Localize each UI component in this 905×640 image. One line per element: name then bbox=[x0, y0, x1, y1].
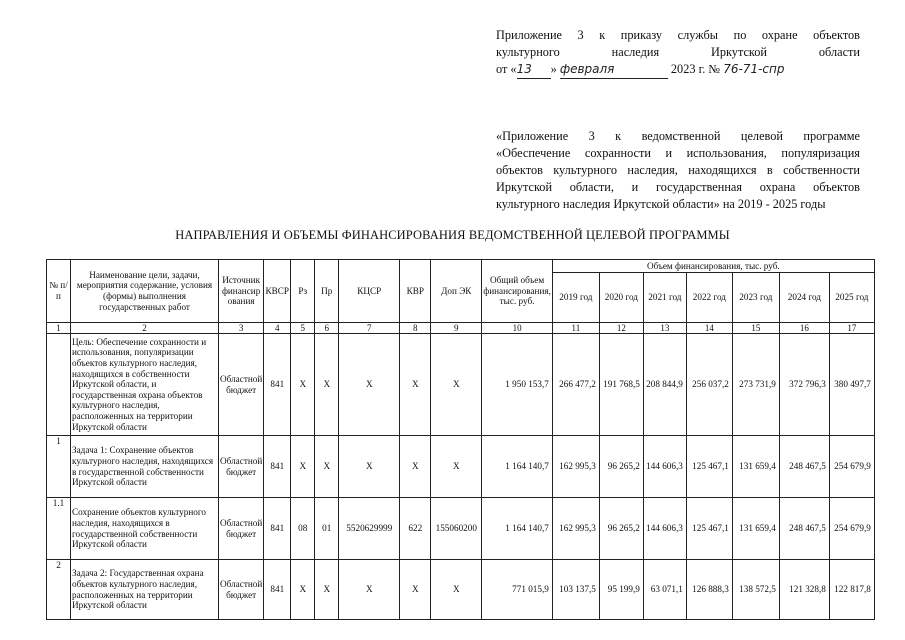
header-word: использования, bbox=[686, 146, 767, 160]
row-rz: 08 bbox=[291, 498, 315, 560]
row-year-value: 273 731,9 bbox=[732, 334, 779, 436]
header-word: целевой bbox=[740, 129, 783, 143]
header-word: объектов bbox=[813, 180, 860, 194]
column-number: 13 bbox=[643, 323, 686, 334]
column-number-row bbox=[47, 323, 875, 334]
row-dopek: Х bbox=[431, 560, 482, 620]
column-number: 14 bbox=[686, 323, 732, 334]
row-source: Областной бюджет bbox=[219, 334, 264, 436]
column-number: 5 bbox=[291, 323, 315, 334]
program-header-line-2 bbox=[496, 145, 860, 162]
header-source: Источник финансирования bbox=[219, 260, 264, 323]
header-kvsr: КВСР bbox=[264, 260, 291, 323]
header-word: ведомственной bbox=[641, 129, 721, 143]
row-year-value: 162 995,3 bbox=[552, 498, 599, 560]
header-word: службы bbox=[677, 28, 719, 42]
row-year-value: 372 796,3 bbox=[779, 334, 829, 436]
row-kvr: Х bbox=[400, 436, 431, 498]
row-kvsr: 841 bbox=[264, 334, 291, 436]
header-num: № п/п bbox=[47, 260, 71, 323]
row-kvr: Х bbox=[400, 334, 431, 436]
row-rz: Х bbox=[291, 436, 315, 498]
column-number: 9 bbox=[431, 323, 482, 334]
header-word: охране bbox=[761, 28, 798, 42]
row-kvr: Х bbox=[400, 560, 431, 620]
header-word: государственная bbox=[655, 180, 743, 194]
column-number: 4 bbox=[264, 323, 291, 334]
row-year-value: 144 606,3 bbox=[643, 498, 686, 560]
row-source: Областной бюджет bbox=[219, 560, 264, 620]
order-header bbox=[496, 27, 860, 79]
program-header-line-3 bbox=[496, 162, 860, 179]
header-word: популяризация bbox=[781, 146, 860, 160]
row-year-value: 131 659,4 bbox=[732, 498, 779, 560]
table-header-row-1 bbox=[47, 260, 875, 273]
header-pr: Пр bbox=[315, 260, 339, 323]
header-word: и bbox=[665, 146, 673, 160]
order-month: февраля bbox=[560, 61, 668, 79]
column-number: 17 bbox=[829, 323, 874, 334]
order-header-line-3 bbox=[496, 61, 860, 79]
header-word: объектов bbox=[496, 163, 543, 177]
row-total: 1 164 140,7 bbox=[482, 436, 553, 498]
row-year-value: 191 768,5 bbox=[599, 334, 643, 436]
row-pr: 01 bbox=[315, 498, 339, 560]
row-year-value: 122 817,8 bbox=[829, 560, 874, 620]
header-word: культурного bbox=[553, 163, 618, 177]
row-num bbox=[47, 334, 71, 436]
header-word: области bbox=[818, 45, 860, 59]
order-year: 2023 г. № bbox=[670, 62, 721, 76]
header-word: 3 bbox=[588, 129, 595, 143]
column-number: 11 bbox=[552, 323, 599, 334]
header-word: приказу bbox=[620, 28, 663, 42]
row-kvsr: 841 bbox=[264, 436, 291, 498]
program-header-line-4 bbox=[496, 179, 860, 196]
row-kcsr: Х bbox=[339, 560, 400, 620]
order-day: 13 bbox=[517, 61, 551, 79]
program-header bbox=[496, 128, 860, 213]
row-year-value: 131 659,4 bbox=[732, 436, 779, 498]
row-kcsr: Х bbox=[339, 334, 400, 436]
row-year-value: 63 071,1 bbox=[643, 560, 686, 620]
column-number: 1 bbox=[47, 323, 71, 334]
header-total: Общий объем финансирования, тыс. руб. bbox=[482, 260, 553, 323]
row-year-value: 121 328,8 bbox=[779, 560, 829, 620]
row-total: 771 015,9 bbox=[482, 560, 553, 620]
header-kvr: КВР bbox=[400, 260, 431, 323]
header-word: «Обеспечение bbox=[496, 146, 571, 160]
row-rz: Х bbox=[291, 334, 315, 436]
row-kcsr: 5520629999 bbox=[339, 498, 400, 560]
header-word: сохранности bbox=[584, 146, 651, 160]
row-num: 1.1 bbox=[47, 498, 71, 560]
row-year-value: 254 679,9 bbox=[829, 436, 874, 498]
column-number: 8 bbox=[400, 323, 431, 334]
column-number: 12 bbox=[599, 323, 643, 334]
header-year: 2020 год bbox=[599, 273, 643, 323]
row-kcsr: Х bbox=[339, 436, 400, 498]
row-name: Цель: Обеспечение сохранности и использования, популяризации объектов культурного наследия, находящихся в собственности Иркутской области, и государственная охрана объектов культурного наследия, расположенных на территории Иркутской области bbox=[71, 334, 219, 436]
row-source: Областной бюджет bbox=[219, 436, 264, 498]
row-name: Задача 1: Сохранение объектов культурного наследия, находящихся в государственной собственности Иркутской области bbox=[71, 436, 219, 498]
header-word: «Приложение bbox=[496, 129, 569, 143]
header-year: 2022 год bbox=[686, 273, 732, 323]
program-header-line-5: культурного наследия Иркутской области» на 2019 - 2025 годы bbox=[496, 197, 826, 211]
header-word: Приложение bbox=[496, 28, 562, 42]
row-source: Областной бюджет bbox=[219, 498, 264, 560]
header-word: к bbox=[599, 28, 606, 42]
header-word: Иркутской bbox=[710, 45, 768, 59]
row-year-value: 96 265,2 bbox=[599, 498, 643, 560]
header-dopek: Доп ЭК bbox=[431, 260, 482, 323]
row-year-value: 254 679,9 bbox=[829, 498, 874, 560]
header-name: Наименование цели, задачи, мероприятия содержание, условия (формы) выполнения государственных работ bbox=[71, 260, 219, 323]
column-number: 3 bbox=[219, 323, 264, 334]
row-year-value: 125 467,1 bbox=[686, 436, 732, 498]
header-word: к bbox=[615, 129, 622, 143]
header-word: собственности bbox=[783, 163, 860, 177]
header-word: 3 bbox=[577, 28, 584, 42]
table-row bbox=[47, 334, 875, 436]
row-year-value: 248 467,5 bbox=[779, 436, 829, 498]
row-name: Задача 2: Государственная охрана объектов культурного наследия, расположенных на территории Иркутской области bbox=[71, 560, 219, 620]
row-dopek: Х bbox=[431, 436, 482, 498]
header-year: 2024 год bbox=[779, 273, 829, 323]
table-row bbox=[47, 498, 875, 560]
row-year-value: 162 995,3 bbox=[552, 436, 599, 498]
row-year-value: 103 137,5 bbox=[552, 560, 599, 620]
header-word: в bbox=[766, 163, 773, 177]
row-pr: Х bbox=[315, 560, 339, 620]
column-number: 10 bbox=[482, 323, 553, 334]
table-body bbox=[47, 334, 875, 620]
header-word: программе bbox=[803, 129, 860, 143]
row-year-value: 126 888,3 bbox=[686, 560, 732, 620]
order-header-line-2 bbox=[496, 44, 860, 61]
header-kcsr: КЦСР bbox=[339, 260, 400, 323]
column-number: 7 bbox=[339, 323, 400, 334]
row-kvsr: 841 bbox=[264, 560, 291, 620]
financing-table bbox=[46, 259, 875, 620]
header-word: находящихся bbox=[688, 163, 757, 177]
column-number: 6 bbox=[315, 323, 339, 334]
column-number: 2 bbox=[71, 323, 219, 334]
row-rz: Х bbox=[291, 560, 315, 620]
order-header-line-1 bbox=[496, 27, 860, 44]
order-from-prefix: от « bbox=[496, 62, 517, 76]
header-word: охрана bbox=[759, 180, 796, 194]
row-dopek: Х bbox=[431, 334, 482, 436]
document-title: НАПРАВЛЕНИЯ И ОБЪЕМЫ ФИНАНСИРОВАНИЯ ВЕДОМСТВЕННОЙ ЦЕЛЕВОЙ ПРОГРАММЫ bbox=[175, 228, 730, 242]
row-num: 2 bbox=[47, 560, 71, 620]
header-rz: Рз bbox=[291, 260, 315, 323]
row-year-value: 256 037,2 bbox=[686, 334, 732, 436]
row-year-value: 96 265,2 bbox=[599, 436, 643, 498]
row-year-value: 95 199,9 bbox=[599, 560, 643, 620]
row-year-value: 266 477,2 bbox=[552, 334, 599, 436]
column-number: 16 bbox=[779, 323, 829, 334]
header-word: объектов bbox=[813, 28, 860, 42]
row-dopek: 155060200 bbox=[431, 498, 482, 560]
row-year-value: 380 497,7 bbox=[829, 334, 874, 436]
header-word: наследия bbox=[611, 45, 660, 59]
row-kvsr: 841 bbox=[264, 498, 291, 560]
row-year-value: 248 467,5 bbox=[779, 498, 829, 560]
row-kvr: 622 bbox=[400, 498, 431, 560]
header-word: культурного bbox=[496, 45, 560, 59]
header-year: 2021 год bbox=[643, 273, 686, 323]
header-word: области, bbox=[569, 180, 614, 194]
header-year: 2019 год bbox=[552, 273, 599, 323]
header-year: 2025 год bbox=[829, 273, 874, 323]
row-total: 1 164 140,7 bbox=[482, 498, 553, 560]
header-year: 2023 год bbox=[732, 273, 779, 323]
row-num: 1 bbox=[47, 436, 71, 498]
header-word: и bbox=[631, 180, 639, 194]
header-financing-group: Объем финансирования, тыс. руб. bbox=[552, 260, 874, 273]
header-word: Иркутской bbox=[496, 180, 553, 194]
table-row bbox=[47, 560, 875, 620]
row-year-value: 144 606,3 bbox=[643, 436, 686, 498]
header-word: наследия, bbox=[627, 163, 678, 177]
row-total: 1 950 153,7 bbox=[482, 334, 553, 436]
order-mid-quote: » bbox=[550, 62, 557, 76]
row-pr: Х bbox=[315, 334, 339, 436]
column-number: 15 bbox=[732, 323, 779, 334]
table-row bbox=[47, 436, 875, 498]
row-year-value: 125 467,1 bbox=[686, 498, 732, 560]
program-header-line-1 bbox=[496, 128, 860, 145]
row-year-value: 208 844,9 bbox=[643, 334, 686, 436]
row-name: Сохранение объектов культурного наследия, находящихся в государственной собственности Иркутской области bbox=[71, 498, 219, 560]
order-number: 76-71-спр bbox=[723, 62, 785, 76]
row-year-value: 138 572,5 bbox=[732, 560, 779, 620]
row-pr: Х bbox=[315, 436, 339, 498]
header-word: по bbox=[733, 28, 747, 42]
